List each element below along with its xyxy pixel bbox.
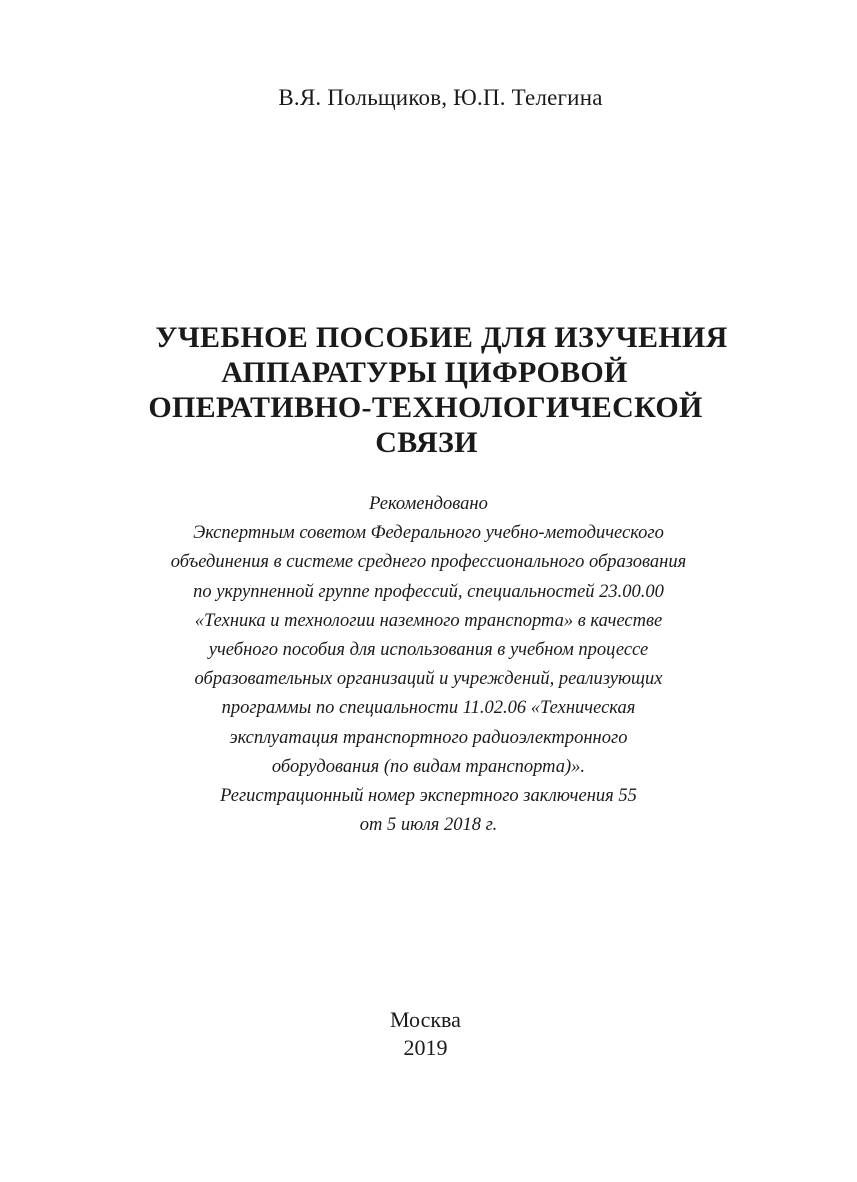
recommendation-line: Экспертным советом Федерального учебно-методического	[193, 523, 664, 544]
book-title-line: СВЯЗИ	[375, 426, 478, 459]
book-title-line: ОПЕРАТИВНО-ТЕХНОЛОГИЧЕСКОЙ	[148, 391, 703, 424]
book-title-line: АППАРАТУРЫ ЦИФРОВОЙ	[221, 356, 628, 389]
book-title-line: УЧЕБНОЕ ПОСОБИЕ ДЛЯ ИЗУЧЕНИЯ	[155, 321, 728, 354]
recommendation-line: Рекомендовано	[369, 494, 488, 514]
recommendation-line: программы по специальности 11.02.06 «Техническая	[221, 698, 636, 719]
recommendation-line: «Техника и технологии наземного транспорта» в качестве	[194, 610, 663, 631]
imprint	[0, 1006, 851, 1062]
recommendation-line: оборудования (по видам транспорта)».	[271, 756, 586, 777]
recommendation-line: от 5 июля 2018 г.	[359, 815, 498, 836]
recommendation-line: учебного пособия для использования в учебном процессе	[208, 640, 649, 661]
recommendation-line: Регистрационный номер экспертного заключения 55	[220, 786, 637, 807]
publication-city: Москва	[390, 1007, 461, 1032]
publication-year: 2019	[403, 1035, 448, 1060]
recommendation-line: по укрупненной группе профессий, специальностей 23.00.00	[193, 581, 664, 602]
authors: В.Я. Польщиков, Ю.П. Телегина	[278, 85, 603, 110]
recommendation-block	[0, 490, 857, 840]
recommendation-line: образовательных организаций и учреждений, реализующих	[194, 669, 663, 690]
recommendation-line: эксплуатация транспортного радиоэлектронного	[229, 727, 628, 748]
book-title	[0, 320, 857, 460]
recommendation-line: объединения в системе среднего профессионального образования	[170, 552, 687, 573]
